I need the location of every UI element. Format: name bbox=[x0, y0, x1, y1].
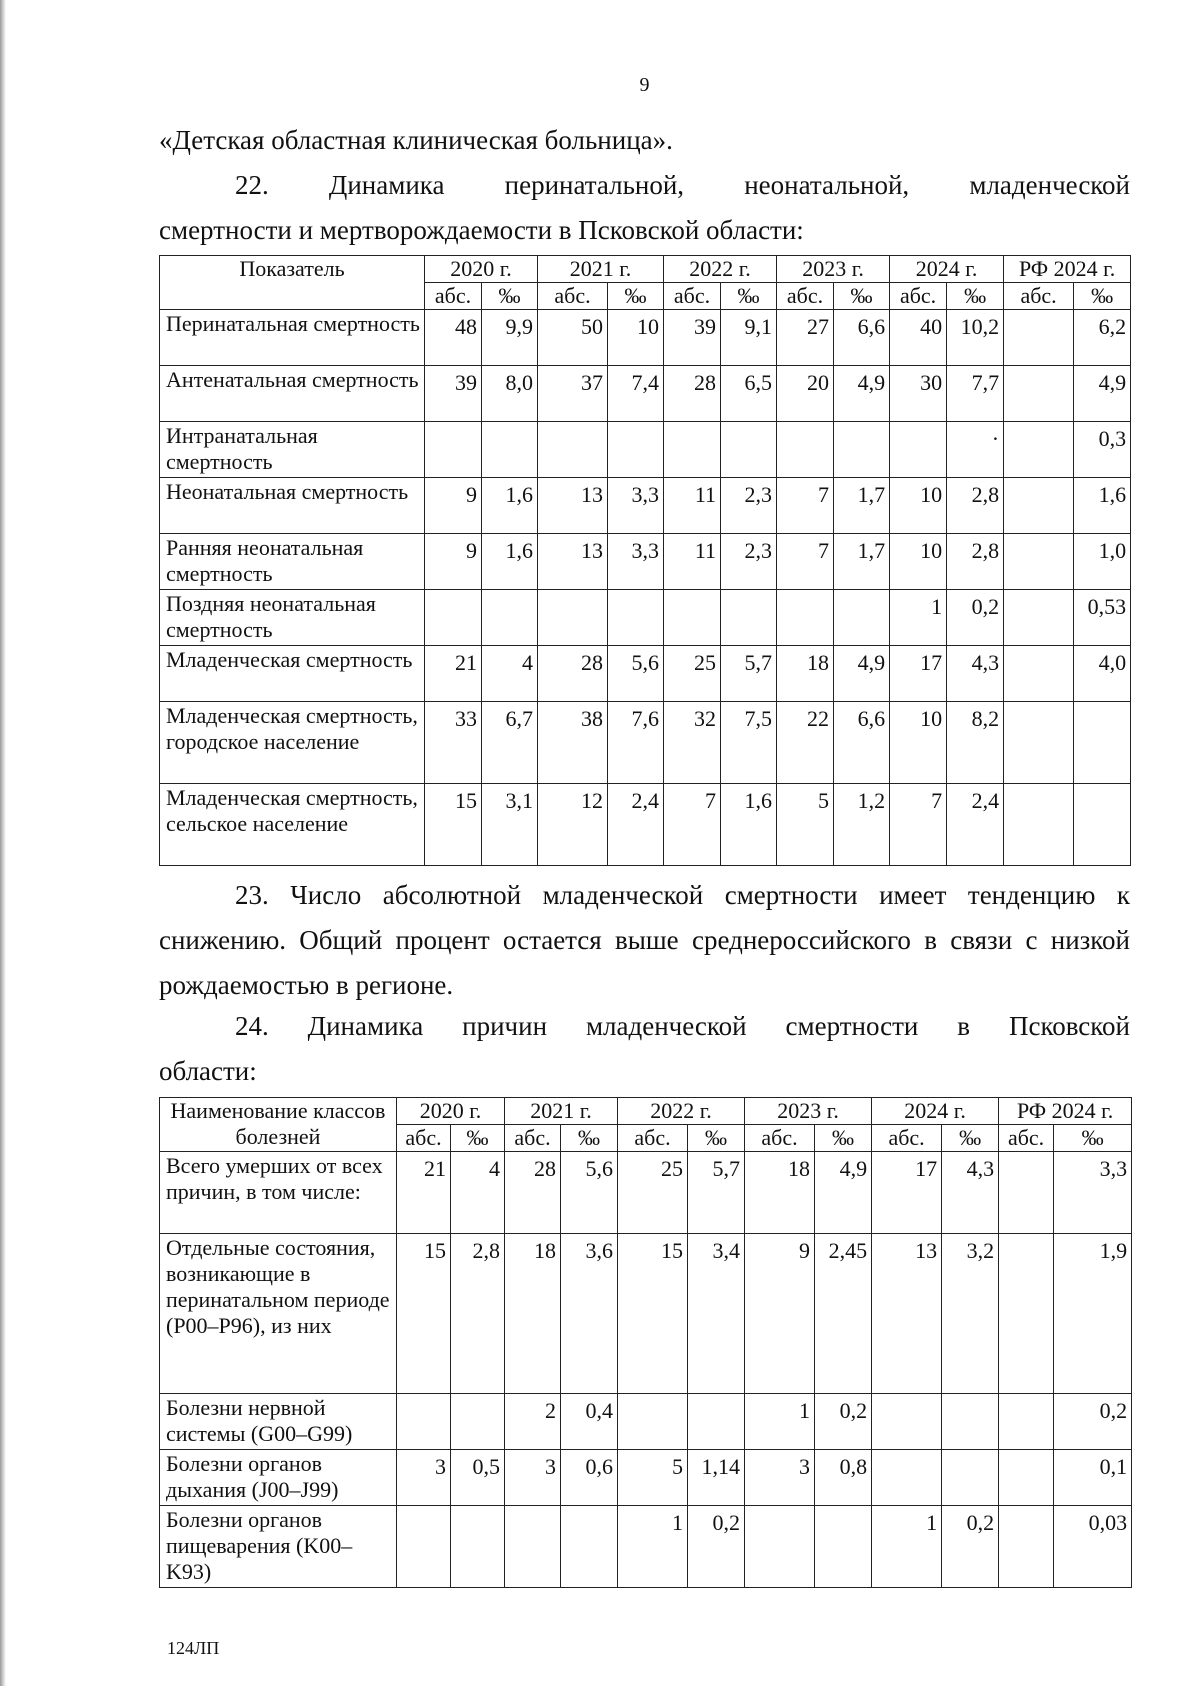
table-cell: 3,4 bbox=[688, 1234, 745, 1394]
table-cell: 6,2 bbox=[1074, 310, 1131, 366]
table-cell: 2,8 bbox=[947, 478, 1004, 534]
table-cell bbox=[451, 1506, 505, 1588]
table-cell bbox=[618, 1394, 688, 1450]
table-cell: 5,6 bbox=[608, 646, 664, 702]
row-label: Всего умерших от всех причин, в том числе: bbox=[160, 1152, 397, 1234]
table2-header-label: Наименование классов болезней bbox=[160, 1098, 397, 1152]
table-cell: 7 bbox=[664, 784, 721, 866]
table-cell: 48 bbox=[425, 310, 482, 366]
table2-unit-permille: ‰ bbox=[688, 1125, 745, 1152]
table-cell: 6,5 bbox=[721, 366, 777, 422]
row-label: Младенческая смертность, городское население bbox=[160, 702, 425, 784]
table-cell: 15 bbox=[425, 784, 482, 866]
table-cell: 2,45 bbox=[815, 1234, 872, 1394]
table-cell: 18 bbox=[505, 1234, 561, 1394]
mortality-dynamics-table bbox=[159, 255, 1131, 866]
table-cell: 25 bbox=[618, 1152, 688, 1234]
table-cell: 3,2 bbox=[942, 1234, 999, 1394]
table-cell: 7,5 bbox=[721, 702, 777, 784]
table2-unit-abs: абс. bbox=[872, 1125, 942, 1152]
table-cell: 1,14 bbox=[688, 1450, 745, 1506]
row-label: Поздняя неонатальная смертность bbox=[160, 590, 425, 646]
table-cell: 4,3 bbox=[942, 1152, 999, 1234]
table-row bbox=[160, 1152, 1132, 1234]
table-cell bbox=[872, 1450, 942, 1506]
row-label: Перинатальная смертность bbox=[160, 310, 425, 366]
row-label: Болезни нервной системы (G00–G99) bbox=[160, 1394, 397, 1450]
table-cell: 18 bbox=[777, 646, 834, 702]
table-cell: 28 bbox=[505, 1152, 561, 1234]
table-cell: 4,3 bbox=[947, 646, 1004, 702]
table-cell bbox=[890, 422, 947, 478]
table-cell bbox=[721, 422, 777, 478]
table-row bbox=[160, 310, 1131, 366]
table-cell: 1 bbox=[872, 1506, 942, 1588]
table-cell: 12 bbox=[538, 784, 608, 866]
table-cell: 37 bbox=[538, 366, 608, 422]
table-cell: 39 bbox=[425, 366, 482, 422]
row-label: Неонатальная смертность bbox=[160, 478, 425, 534]
table-cell: 2,8 bbox=[451, 1234, 505, 1394]
table1-unit-abs: абс. bbox=[538, 283, 608, 310]
table-cell bbox=[1004, 422, 1074, 478]
table-cell bbox=[688, 1394, 745, 1450]
table-cell: 40 bbox=[890, 310, 947, 366]
table-cell bbox=[1004, 702, 1074, 784]
table-cell: 25 bbox=[664, 646, 721, 702]
table-cell bbox=[999, 1234, 1054, 1394]
table-cell: 20 bbox=[777, 366, 834, 422]
table-row bbox=[160, 366, 1131, 422]
table1-unit-abs: абс. bbox=[664, 283, 721, 310]
page-number: 9 bbox=[639, 74, 650, 96]
table-cell: 8,0 bbox=[482, 366, 538, 422]
table-cell: 11 bbox=[664, 478, 721, 534]
table-cell bbox=[1004, 784, 1074, 866]
table-cell bbox=[608, 590, 664, 646]
table1-unit-permille: ‰ bbox=[721, 283, 777, 310]
table-cell: 21 bbox=[397, 1152, 451, 1234]
table-row bbox=[160, 1234, 1132, 1394]
table-cell bbox=[561, 1506, 618, 1588]
table2-year-header: 2021 г. bbox=[505, 1098, 618, 1125]
table-cell: 8,2 bbox=[947, 702, 1004, 784]
infant-mortality-causes-table bbox=[159, 1097, 1132, 1588]
table-cell bbox=[425, 590, 482, 646]
table-cell: 17 bbox=[872, 1152, 942, 1234]
table-cell: 13 bbox=[872, 1234, 942, 1394]
table-cell: 3 bbox=[397, 1450, 451, 1506]
table-cell: 6,6 bbox=[834, 702, 890, 784]
table-cell: 7,7 bbox=[947, 366, 1004, 422]
table-cell: 39 bbox=[664, 310, 721, 366]
table-row bbox=[160, 422, 1131, 478]
table-cell: 0,8 bbox=[815, 1450, 872, 1506]
table-cell bbox=[608, 422, 664, 478]
table-cell: 0,2 bbox=[942, 1506, 999, 1588]
row-label: Младенческая смертность, сельское население bbox=[160, 784, 425, 866]
table2-unit-abs: абс. bbox=[505, 1125, 561, 1152]
table-cell bbox=[482, 422, 538, 478]
table-cell: 30 bbox=[890, 366, 947, 422]
table-cell: 7,4 bbox=[608, 366, 664, 422]
row-label: Интранатальная смертность bbox=[160, 422, 425, 478]
table-cell bbox=[872, 1394, 942, 1450]
table-cell: 3,3 bbox=[608, 478, 664, 534]
table1-header-label: Показатель bbox=[160, 256, 425, 310]
row-label: Отдельные состояния, возникающие в перинатальном периоде (P00–P96), из них bbox=[160, 1234, 397, 1394]
table1-year-header: 2021 г. bbox=[538, 256, 664, 283]
table1-header-years bbox=[160, 256, 1131, 283]
table-cell: 0,2 bbox=[688, 1506, 745, 1588]
table-cell: 2,8 bbox=[947, 534, 1004, 590]
table-cell: 0,53 bbox=[1074, 590, 1131, 646]
table-row bbox=[160, 1450, 1132, 1506]
table-row bbox=[160, 478, 1131, 534]
table-cell: 0,1 bbox=[1054, 1450, 1132, 1506]
table-cell bbox=[1004, 366, 1074, 422]
table-cell: 1,6 bbox=[721, 784, 777, 866]
table-cell: 9 bbox=[425, 478, 482, 534]
table-cell: 4,0 bbox=[1074, 646, 1131, 702]
table2-header-years bbox=[160, 1098, 1132, 1125]
table-row bbox=[160, 702, 1131, 784]
scan-edge bbox=[0, 0, 6, 1686]
table-cell: 1,6 bbox=[1074, 478, 1131, 534]
table-cell: 4 bbox=[482, 646, 538, 702]
table-cell bbox=[999, 1506, 1054, 1588]
table-cell: 6,7 bbox=[482, 702, 538, 784]
table-row bbox=[160, 1394, 1132, 1450]
table1-unit-permille: ‰ bbox=[482, 283, 538, 310]
table-cell bbox=[999, 1450, 1054, 1506]
table2-unit-abs: абс. bbox=[999, 1125, 1054, 1152]
table1-year-header: 2020 г. bbox=[425, 256, 538, 283]
section-24-heading-line1: 24. Динамика причин младенческой смертности в Псковской bbox=[235, 1011, 1130, 1041]
table-cell: 2,3 bbox=[721, 478, 777, 534]
table-cell: 0,2 bbox=[1054, 1394, 1132, 1450]
table-cell: 7 bbox=[777, 534, 834, 590]
section-22-heading-line2: смертности и мертворождаемости в Псковской области: bbox=[159, 215, 804, 245]
table1-year-header: 2023 г. bbox=[777, 256, 890, 283]
table-cell: 3,1 bbox=[482, 784, 538, 866]
table-cell: 3,3 bbox=[1054, 1152, 1132, 1234]
table-cell: 3,3 bbox=[608, 534, 664, 590]
table1-unit-abs: абс. bbox=[1004, 283, 1074, 310]
table-cell: 10 bbox=[890, 534, 947, 590]
table-cell bbox=[397, 1506, 451, 1588]
table-row bbox=[160, 590, 1131, 646]
table2-year-header: 2024 г. bbox=[872, 1098, 999, 1125]
table2-unit-abs: абс. bbox=[397, 1125, 451, 1152]
table-cell: 13 bbox=[538, 534, 608, 590]
table-cell bbox=[482, 590, 538, 646]
table1-unit-abs: абс. bbox=[425, 283, 482, 310]
table-cell: 0,2 bbox=[815, 1394, 872, 1450]
table2-year-header: 2023 г. bbox=[745, 1098, 872, 1125]
row-label: Антенатальная смертность bbox=[160, 366, 425, 422]
table2-unit-permille: ‰ bbox=[451, 1125, 505, 1152]
table1-unit-abs: абс. bbox=[777, 283, 834, 310]
table-cell: 0,5 bbox=[451, 1450, 505, 1506]
table-cell bbox=[1074, 784, 1131, 866]
table-cell: 1 bbox=[890, 590, 947, 646]
table-cell: 18 bbox=[745, 1152, 815, 1234]
table-cell bbox=[721, 590, 777, 646]
table-row bbox=[160, 534, 1131, 590]
table-cell: 0,6 bbox=[561, 1450, 618, 1506]
table-cell: 9 bbox=[425, 534, 482, 590]
table-cell: 27 bbox=[777, 310, 834, 366]
table-cell bbox=[1004, 478, 1074, 534]
table-cell: 10 bbox=[890, 702, 947, 784]
table-cell: 2,4 bbox=[947, 784, 1004, 866]
row-label: Ранняя неонатальная смертность bbox=[160, 534, 425, 590]
table-cell bbox=[777, 590, 834, 646]
table-row bbox=[160, 784, 1131, 866]
table1-year-header: РФ 2024 г. bbox=[1004, 256, 1131, 283]
table-cell: 22 bbox=[777, 702, 834, 784]
table2-year-header: 2022 г. bbox=[618, 1098, 745, 1125]
table-cell: 4,9 bbox=[834, 646, 890, 702]
table-cell: 1 bbox=[618, 1506, 688, 1588]
table-cell bbox=[1004, 590, 1074, 646]
table-row bbox=[160, 646, 1131, 702]
table1-unit-permille: ‰ bbox=[608, 283, 664, 310]
table-cell: 10 bbox=[890, 478, 947, 534]
table-cell: 1,2 bbox=[834, 784, 890, 866]
section-23-paragraph bbox=[159, 873, 1130, 1008]
table-cell bbox=[425, 422, 482, 478]
table2-unit-abs: абс. bbox=[745, 1125, 815, 1152]
table-cell: 0,03 bbox=[1054, 1506, 1132, 1588]
table-cell bbox=[1004, 534, 1074, 590]
table1-unit-abs: абс. bbox=[890, 283, 947, 310]
table-cell: · bbox=[947, 422, 1004, 478]
table-cell: 7,6 bbox=[608, 702, 664, 784]
table-cell: 2 bbox=[505, 1394, 561, 1450]
table1-unit-permille: ‰ bbox=[1074, 283, 1131, 310]
table-cell: 50 bbox=[538, 310, 608, 366]
table-cell bbox=[664, 590, 721, 646]
table-cell: 10,2 bbox=[947, 310, 1004, 366]
table-cell: 9,9 bbox=[482, 310, 538, 366]
table-cell: 1,6 bbox=[482, 478, 538, 534]
row-label: Болезни органов дыхания (J00–J99) bbox=[160, 1450, 397, 1506]
table-cell: 0,4 bbox=[561, 1394, 618, 1450]
table-cell: 1 bbox=[745, 1394, 815, 1450]
table-cell bbox=[942, 1394, 999, 1450]
table2-unit-permille: ‰ bbox=[1054, 1125, 1132, 1152]
table-cell: 6,6 bbox=[834, 310, 890, 366]
table-cell: 4,9 bbox=[834, 366, 890, 422]
table-cell: 3 bbox=[505, 1450, 561, 1506]
table-cell bbox=[834, 422, 890, 478]
table-cell: 5,7 bbox=[688, 1152, 745, 1234]
table-cell: 0,3 bbox=[1074, 422, 1131, 478]
table-cell bbox=[1004, 646, 1074, 702]
table-cell: 33 bbox=[425, 702, 482, 784]
table-cell: 1,9 bbox=[1054, 1234, 1132, 1394]
table2-year-header: 2020 г. bbox=[397, 1098, 505, 1125]
table-cell bbox=[1004, 310, 1074, 366]
row-label: Младенческая смертность bbox=[160, 646, 425, 702]
table-cell: 4 bbox=[451, 1152, 505, 1234]
table1-year-header: 2022 г. bbox=[664, 256, 777, 283]
table-cell: 38 bbox=[538, 702, 608, 784]
section-24-heading-line2: области: bbox=[159, 1056, 257, 1086]
table-cell bbox=[451, 1394, 505, 1450]
table2-unit-abs: абс. bbox=[618, 1125, 688, 1152]
table-cell: 5 bbox=[618, 1450, 688, 1506]
table-cell: 1,7 bbox=[834, 478, 890, 534]
table-cell: 5 bbox=[777, 784, 834, 866]
table-cell bbox=[777, 422, 834, 478]
table-cell: 2,3 bbox=[721, 534, 777, 590]
table-cell bbox=[745, 1506, 815, 1588]
table2-unit-permille: ‰ bbox=[942, 1125, 999, 1152]
table-cell: 7 bbox=[890, 784, 947, 866]
table-cell: 9 bbox=[745, 1234, 815, 1394]
table-cell: 4,9 bbox=[815, 1152, 872, 1234]
section-22-heading-line1: 22. Динамика перинатальной, неонатальной, младенческой bbox=[235, 170, 1130, 200]
table-cell bbox=[942, 1450, 999, 1506]
table-cell bbox=[664, 422, 721, 478]
table-cell: 32 bbox=[664, 702, 721, 784]
table-cell: 10 bbox=[608, 310, 664, 366]
table-cell: 0,2 bbox=[947, 590, 1004, 646]
table-cell: 7 bbox=[777, 478, 834, 534]
table2-unit-permille: ‰ bbox=[815, 1125, 872, 1152]
table1-unit-permille: ‰ bbox=[834, 283, 890, 310]
table-cell: 13 bbox=[538, 478, 608, 534]
table-cell bbox=[397, 1394, 451, 1450]
table-cell bbox=[505, 1506, 561, 1588]
table-cell bbox=[999, 1152, 1054, 1234]
table2-year-header: РФ 2024 г. bbox=[999, 1098, 1132, 1125]
table1-year-header: 2024 г. bbox=[890, 256, 1004, 283]
table1-unit-permille: ‰ bbox=[947, 283, 1004, 310]
table-cell: 21 bbox=[425, 646, 482, 702]
row-label: Болезни органов пищеварения (K00– K93) bbox=[160, 1506, 397, 1588]
table-cell: 28 bbox=[664, 366, 721, 422]
table-cell: 1,0 bbox=[1074, 534, 1131, 590]
table-cell bbox=[815, 1506, 872, 1588]
table-cell: 17 bbox=[890, 646, 947, 702]
table-cell: 15 bbox=[618, 1234, 688, 1394]
table-cell: 3,6 bbox=[561, 1234, 618, 1394]
table-cell: 11 bbox=[664, 534, 721, 590]
table-cell bbox=[538, 590, 608, 646]
table-cell: 28 bbox=[538, 646, 608, 702]
table-cell: 2,4 bbox=[608, 784, 664, 866]
table-cell: 3 bbox=[745, 1450, 815, 1506]
section-23-text: 23. Число абсолютной младенческой смертности имеет тенденцию к снижению. Общий процент остается выше среднероссийского в связи с низкой рождаемостью в регионе. bbox=[159, 880, 1130, 1000]
table-cell bbox=[999, 1394, 1054, 1450]
table2-unit-permille: ‰ bbox=[561, 1125, 618, 1152]
table-cell bbox=[538, 422, 608, 478]
intro-paragraph: «Детская областная клиническая больница». bbox=[159, 125, 673, 155]
table-cell: 9,1 bbox=[721, 310, 777, 366]
table-cell: 15 bbox=[397, 1234, 451, 1394]
table-cell: 4,9 bbox=[1074, 366, 1131, 422]
table-cell: 1,6 bbox=[482, 534, 538, 590]
table-cell: 5,6 bbox=[561, 1152, 618, 1234]
table-cell bbox=[834, 590, 890, 646]
table-row bbox=[160, 1506, 1132, 1588]
table-cell bbox=[1074, 702, 1131, 784]
document-code: 124ЛП bbox=[167, 1638, 220, 1658]
table-cell: 1,7 bbox=[834, 534, 890, 590]
table-cell: 5,7 bbox=[721, 646, 777, 702]
